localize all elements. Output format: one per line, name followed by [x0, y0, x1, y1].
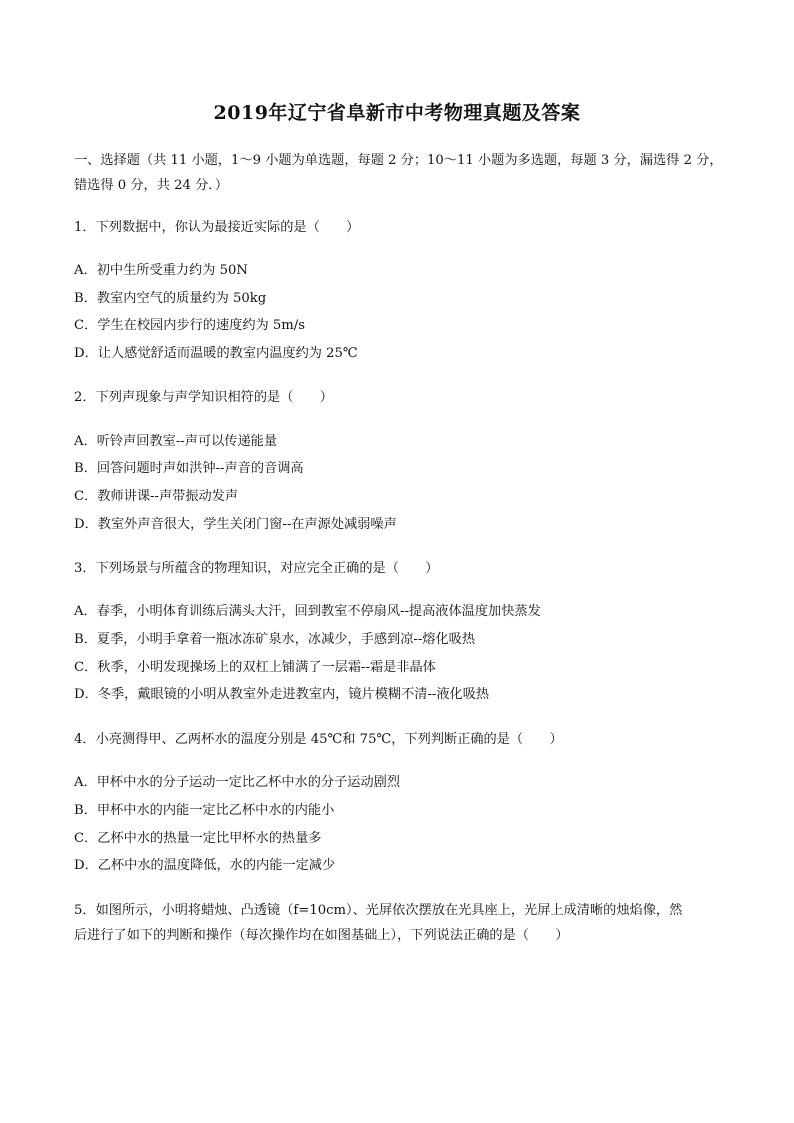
question-1-option-d: D．让人感觉舒适而温暖的教室内温度约为 25℃	[74, 346, 358, 361]
section-instructions-line-2: 错选得 0 分，共 24 分．）	[74, 178, 229, 193]
question-4-option-c: C．乙杯中水的热量一定比甲杯水的热量多	[74, 831, 322, 846]
question-3-option-b: B．夏季，小明手拿着一瓶冰冻矿泉水，冰减少，手感到凉--熔化吸热	[74, 632, 476, 647]
question-2-option-a: A．听铃声回教室--声可以传递能量	[74, 434, 278, 449]
question-5-stem-line-1: 5．如图所示，小明将蜡烛、凸透镜（f=10cm）、光屏依次摆放在光具座上，光屏上成清晰的烛焰像，然	[74, 903, 683, 918]
question-3-option-d: D．冬季，戴眼镜的小明从教室外走进教室内，镜片模糊不清--液化吸热	[74, 687, 490, 702]
question-5-stem-line-2: 后进行了如下的判断和操作（每次操作均在如图基础上），下列说法正确的是（ ）	[74, 928, 569, 943]
question-1-option-a: A．初中生所受重力约为 50N	[74, 263, 248, 278]
question-4-stem: 4．小亮测得甲、乙两杯水的温度分别是 45℃和 75℃，下列判断正确的是（ ）	[74, 732, 563, 747]
question-3-option-c: C．秋季，小明发现操场上的双杠上铺满了一层霜--霜是非晶体	[74, 660, 436, 675]
question-1-stem: 1．下列数据中，你认为最接近实际的是（ ）	[74, 220, 360, 235]
question-4-option-b: B．甲杯中水的内能一定比乙杯中水的内能小	[74, 803, 335, 818]
question-3-stem: 3．下列场景与所蕴含的物理知识，对应完全正确的是（ ）	[74, 561, 439, 576]
question-2-option-d: D．教室外声音很大，学生关闭门窗--在声源处减弱噪声	[74, 517, 397, 532]
question-1-option-b: B．教室内空气的质量约为 50kg	[74, 291, 267, 306]
question-2-option-c: C．教师讲课--声带振动发声	[74, 489, 239, 504]
question-4-option-d: D．乙杯中水的温度降低，水的内能一定减少	[74, 858, 336, 873]
page-title: 2019年辽宁省阜新市中考物理真题及答案	[213, 102, 581, 124]
question-1-option-c: C．学生在校园内步行的速度约为 5m/s	[74, 318, 306, 333]
question-4-option-a: A．甲杯中水的分子运动一定比乙杯中水的分子运动剧烈	[74, 775, 401, 790]
question-2-stem: 2．下列声现象与声学知识相符的是（ ）	[74, 390, 333, 405]
section-instructions-line-1: 一、选择题（共 11 小题，1～9 小题为单选题，每题 2 分；10～11 小题为多选题，每题 3 分，漏选得 2 分，	[74, 153, 723, 168]
question-2-option-b: B．回答问题时声如洪钟--声音的音调高	[74, 461, 304, 476]
question-3-option-a: A．春季，小明体育训练后满头大汗，回到教室不停扇风--提高液体温度加快蒸发	[74, 604, 541, 619]
